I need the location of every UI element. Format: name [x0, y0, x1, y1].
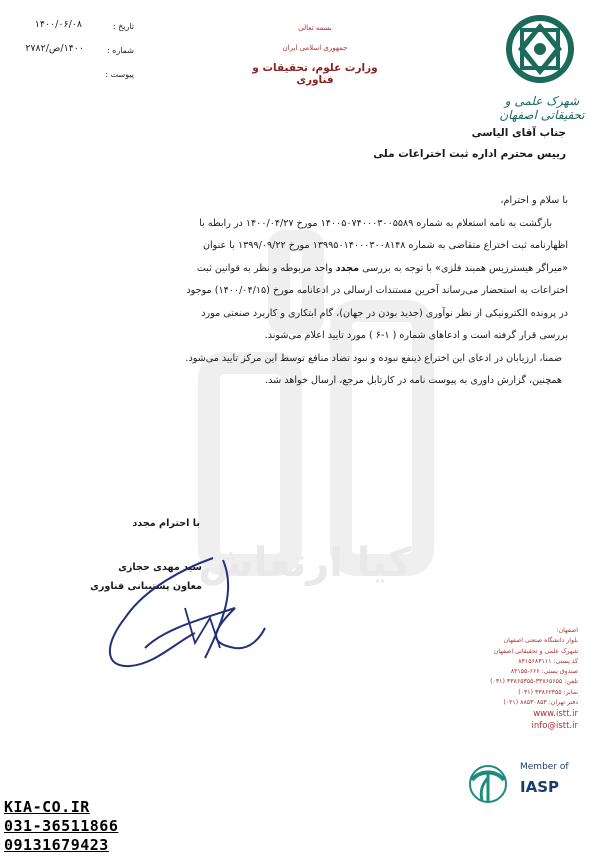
ministry-name: وزارت علوم، تحقیقات و فناوری [252, 62, 378, 86]
watermark-text: کیا ارتعاش [198, 540, 412, 586]
number-label: شماره : [106, 46, 134, 55]
closing: با احترام مجدد [132, 518, 200, 529]
contact-line: اصفهان: [556, 627, 578, 634]
signer-name: سید مهدی حجازی [118, 562, 202, 573]
contact-info [430, 626, 578, 732]
iasp-badge [466, 760, 576, 810]
paragraph-1-line-1: بازگشت به نامه استعلام به شماره ۱۴۰۰۵۰۷۴۰۰۰۳۰۰۵۵۸۹ مورخ ۱۴۰۰/۰۴/۲۷ در رابطه با [199, 217, 552, 229]
paragraph-1-line-3 [40, 258, 568, 281]
paragraph-2: ضمنا، ارزیابان در ادعای این اختراع ذینفع نبوده و نبود تضاد منافع توسط این مرکز تایید می‌شود. [185, 352, 562, 364]
header-center [240, 24, 390, 86]
iasp-label: IASP [520, 778, 559, 796]
paragraph-3: همچنین، گزارش داوری به پیوست نامه در کارتابل مرجع، ارسال خواهد شد. [265, 375, 562, 386]
greeting: با سلام و احترام، [500, 195, 568, 206]
contact-line: نمابر: ۳۳۸۶۲۳۵۵ (۰۳۱) [518, 688, 578, 696]
date-value: ۱۴۰۰/۰۶/۰۸ [34, 19, 82, 30]
salutation: جناب آقای الیاسی [471, 127, 566, 139]
website-link[interactable]: www.istt.ir [533, 709, 578, 720]
contact-line: تلفن: ۳۳۸۶۵۶۵۵-۳۳۸۶۵۳۵۵ (۰۳۱) [490, 678, 578, 686]
overlay-site: KIA-CO.IR [4, 798, 90, 816]
handwritten-signature [85, 548, 285, 678]
contact-line: بلوار دانشگاه صنعتی اصفهان [503, 637, 578, 645]
recipient-block [180, 127, 566, 160]
recipient-title: رییس محترم اداره ثبت اختراعات ملی [373, 148, 566, 160]
country-name: جمهوری اسلامی ایران [282, 44, 348, 52]
letter-body [40, 190, 568, 393]
paragraph-1-line-2: اظهارنامه ثبت اختراع متقاضی به شماره ۱۳۹۹۵۰۱۴۰۰۰۳۰۰۸۱۴۸ مورخ ۱۳۹۹/۰۹/۲۲ با عنوان [202, 240, 568, 251]
attachment-label: پیوست : [105, 70, 134, 79]
contact-line: شهرک علمی و تحقیقاتی اصفهان [493, 647, 578, 655]
email-link[interactable]: info@istt.ir [531, 721, 578, 732]
park-logo-icon [492, 10, 592, 90]
member-of-label: Member of [520, 762, 569, 772]
contact-line: کد پستی: ۸۴۱۵۶۸۳۱۱۱ [518, 657, 578, 665]
paragraph-1-line-4: اختراعات به استحضار می‌رساند آخرین مستندات ارسالی در ادعانامه مورخ (۱۴۰۰/۰۴/۱۵) موجود [186, 285, 568, 296]
logo-caption: شهرک علمی و تحقیقاتی اصفهان [499, 94, 585, 122]
bismillah: بسمه تعالی [298, 24, 332, 32]
number-value: ۱۴۰۰/ص/۲۷۸۲ [25, 43, 84, 54]
paragraph-1-line-5: در پرونده الکترونیکی از نظر نوآوری (جدید بودن در جهان)، گام ابتکاری و کاربرد صنعتی مورد [201, 307, 568, 319]
company-overlay [4, 798, 154, 855]
line-3-part-b: واحد مربوطه و نظر به قوانین ثبت [196, 262, 333, 274]
emphasis-mojadad: مجدد [335, 262, 360, 274]
park-logo [492, 10, 592, 122]
signature-block [100, 518, 200, 529]
line-3-part-a: «میراگر هیسترزیس همبند فلزی» با توجه به بررسی [362, 262, 568, 274]
overlay-phone-1: 031-36511866 [4, 817, 119, 835]
contact-line: دفتر تهران: ۸۸۵۳۰۸۵۳ (۰۲۱) [503, 699, 578, 707]
iasp-logo-icon [466, 762, 510, 806]
signer-title: معاون پشتیبانی فناوری [90, 581, 202, 592]
paragraph-1-line-6: بررسی قرار گرفته است و ادعاهای شماره ( ۱-۶ ) مورد تایید اعلام می‌شوند. [264, 330, 568, 341]
overlay-phone-2: 09131679423 [4, 836, 109, 854]
date-label: تاریخ : [112, 22, 134, 31]
contact-line: صندوق پستی: ۶۶۶-۸۴۱۵۵ [510, 668, 578, 676]
